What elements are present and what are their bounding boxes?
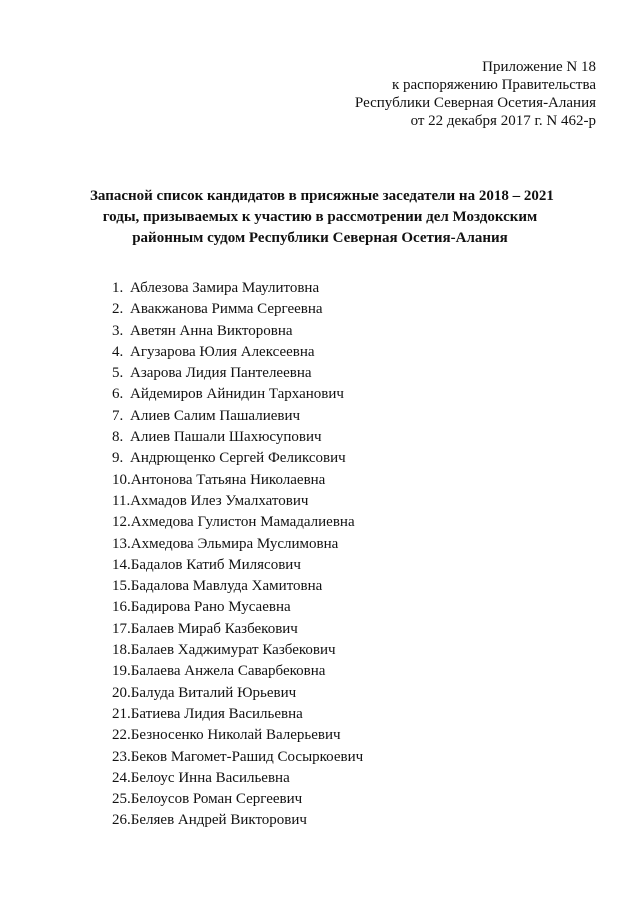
list-item-number: 9. xyxy=(112,450,124,467)
list-item-name: Алиев Салим Пашалиевич xyxy=(130,407,301,424)
list-item-name: Балаев Мираб Казбекович xyxy=(130,620,298,637)
list-item-name: Айдемиров Айнидин Тарханович xyxy=(130,386,344,403)
list-item xyxy=(112,810,363,831)
list-item-number: 19. xyxy=(112,663,131,680)
list-item-name: Агузарова Юлия Алексеевна xyxy=(130,343,315,360)
list-item-name: Андрющенко Сергей Феликсович xyxy=(130,450,346,467)
list-item-number: 15. xyxy=(112,578,131,595)
list-item xyxy=(112,768,363,789)
list-item-number: 2. xyxy=(112,301,124,318)
list-item xyxy=(112,683,363,704)
list-item-number: 21. xyxy=(112,705,131,722)
candidate-list xyxy=(112,278,363,832)
list-item xyxy=(112,470,363,491)
list-item-number: 7. xyxy=(112,407,124,424)
list-item xyxy=(112,661,363,682)
list-item-number: 14. xyxy=(112,556,131,573)
appendix-date: от 22 декабря 2017 г. N 462-р xyxy=(410,113,596,129)
list-item-number: 18. xyxy=(112,642,131,659)
list-item xyxy=(112,427,363,448)
list-item xyxy=(112,534,363,555)
list-item-number: 10. xyxy=(112,471,131,488)
list-item xyxy=(112,789,363,810)
list-item-name: Азарова Лидия Пантелеевна xyxy=(130,365,312,382)
list-item-name: Беков Магомет-Рашид Сосыркоевич xyxy=(130,748,364,765)
list-item xyxy=(112,491,363,512)
list-item-number: 24. xyxy=(112,769,131,786)
list-item-number: 22. xyxy=(112,727,131,744)
title-line-2: годы, призываемых к участию в рассмотрении дел Моздокским xyxy=(102,209,538,225)
list-item-number: 11. xyxy=(112,492,131,509)
list-item-name: Балаева Анжела Саварбековна xyxy=(130,663,326,680)
list-item-name: Белоусов Роман Сергеевич xyxy=(130,791,303,808)
list-item-name: Безносенко Николай Валерьевич xyxy=(130,727,341,744)
list-item-name: Ахмедова Гулистон Мамадалиевна xyxy=(130,514,355,531)
list-item-name: Алиев Пашали Шахюсупович xyxy=(130,429,322,446)
list-item-number: 1. xyxy=(112,280,124,296)
list-item-number: 3. xyxy=(112,322,124,339)
list-item-name: Ахмадов Илез Умалхатович xyxy=(130,492,309,509)
list-item-name: Батиева Лидия Васильевна xyxy=(130,705,303,722)
appendix-number: Приложение N 18 xyxy=(482,59,596,75)
list-item xyxy=(112,384,363,405)
list-item-number: 16. xyxy=(112,599,131,616)
list-item-name: Авакжанова Римма Сергеевна xyxy=(130,301,323,318)
list-item xyxy=(112,597,363,618)
list-item-number: 4. xyxy=(112,343,124,360)
list-item xyxy=(112,278,363,299)
list-item xyxy=(112,363,363,384)
list-item xyxy=(112,725,363,746)
list-item-number: 17. xyxy=(112,620,131,637)
document-title xyxy=(90,186,554,249)
list-item-name: Балуда Виталий Юрьевич xyxy=(130,684,297,701)
list-item xyxy=(112,747,363,768)
list-item-number: 20. xyxy=(112,684,131,701)
list-item-number: 25. xyxy=(112,791,131,808)
list-item-number: 8. xyxy=(112,429,124,446)
list-item-name: Бадалов Катиб Милясович xyxy=(130,556,301,573)
list-item-name: Белоус Инна Васильевна xyxy=(130,769,290,786)
list-item xyxy=(112,704,363,725)
list-item xyxy=(112,555,363,576)
list-item-name: Бадирова Рано Мусаевна xyxy=(130,599,291,616)
list-item xyxy=(112,448,363,469)
list-item xyxy=(112,576,363,597)
list-item xyxy=(112,512,363,533)
list-item-name: Аветян Анна Викторовна xyxy=(130,322,293,339)
list-item-number: 23. xyxy=(112,748,131,765)
list-item xyxy=(112,299,363,320)
list-item-name: Балаев Хаджимурат Казбекович xyxy=(130,642,336,659)
title-line-3: районным судом Республики Северная Осетия-Алания xyxy=(132,230,508,246)
list-item-number: 6. xyxy=(112,386,124,403)
list-item-name: Ахмедова Эльмира Муслимовна xyxy=(130,535,339,552)
list-item-name: Беляев Андрей Викторович xyxy=(130,812,307,829)
list-item xyxy=(112,619,363,640)
list-item xyxy=(112,640,363,661)
list-item xyxy=(112,342,363,363)
list-item-name: Антонова Татьяна Николаевна xyxy=(130,471,326,488)
title-line-1: Запасной список кандидатов в присяжные заседатели на 2018 – 2021 xyxy=(90,188,554,204)
list-item-number: 26. xyxy=(112,812,131,829)
list-item xyxy=(112,321,363,342)
list-item-number: 13. xyxy=(112,535,131,552)
list-item-name: Бадалова Мавлуда Хамитовна xyxy=(130,578,323,595)
appendix-header xyxy=(355,58,596,130)
list-item xyxy=(112,406,363,427)
list-item-number: 12. xyxy=(112,514,131,531)
appendix-reference: к распоряжению Правительства xyxy=(391,77,596,93)
list-item-number: 5. xyxy=(112,365,124,382)
list-item-name: Аблезова Замира Маулитовна xyxy=(130,280,320,296)
appendix-republic: Республики Северная Осетия-Алания xyxy=(354,95,596,111)
